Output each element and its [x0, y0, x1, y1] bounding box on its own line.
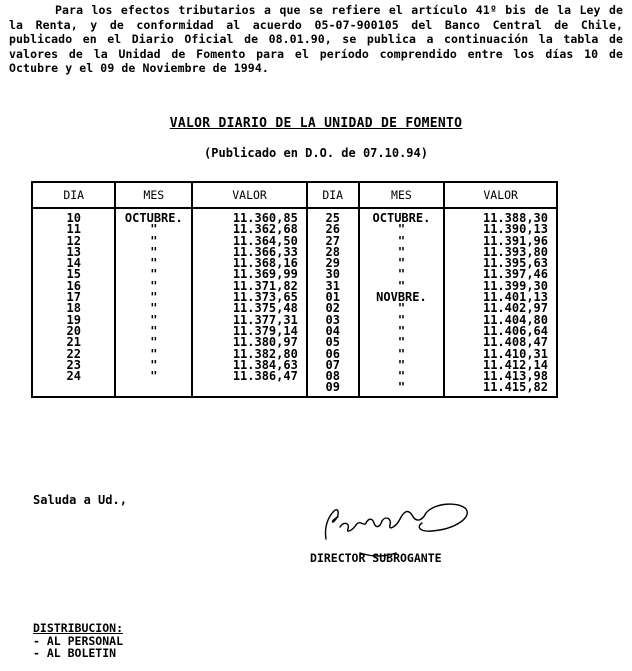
- cell-valor: 11.393,80: [444, 247, 557, 258]
- cell-mes: NOVBRE.: [359, 292, 445, 303]
- cell-mes: ": [115, 247, 192, 258]
- cell-valor: 11.384,63: [192, 360, 307, 371]
- table-row: [32, 371, 557, 382]
- cell-mes: ": [359, 337, 445, 348]
- cell-valor: 11.373,65: [192, 292, 307, 303]
- cell-mes: ": [359, 315, 445, 326]
- cell-dia: 03: [307, 315, 359, 326]
- cell-mes: ": [359, 258, 445, 269]
- cell-valor: 11.413,98: [444, 371, 557, 382]
- cell-dia: 14: [32, 258, 115, 269]
- cell-dia: 09: [307, 382, 359, 396]
- cell-mes: ": [115, 337, 192, 348]
- cell-dia: 12: [32, 236, 115, 247]
- cell-valor: 11.401,13: [444, 292, 557, 303]
- cell-mes: ": [359, 349, 445, 360]
- cell-valor: 11.412,14: [444, 360, 557, 371]
- cell-valor: 11.402,97: [444, 303, 557, 314]
- cell-dia: 26: [307, 224, 359, 235]
- cell-dia: [32, 382, 115, 396]
- cell-mes: ": [359, 303, 445, 314]
- cell-valor: 11.377,31: [192, 315, 307, 326]
- table-row: [32, 382, 557, 396]
- cell-dia: 25: [307, 208, 359, 224]
- cell-dia: 17: [32, 292, 115, 303]
- header-dia: DIA: [32, 182, 115, 208]
- header-mes: MES: [359, 182, 445, 208]
- cell-mes: ": [115, 258, 192, 269]
- cell-mes: [115, 382, 192, 396]
- cell-valor: 11.399,30: [444, 281, 557, 292]
- cell-valor: 11.395,63: [444, 258, 557, 269]
- cell-dia: 06: [307, 349, 359, 360]
- cell-valor: 11.408,47: [444, 337, 557, 348]
- cell-valor: 11.369,99: [192, 269, 307, 280]
- cell-mes: OCTUBRE.: [115, 208, 192, 224]
- cell-mes: ": [115, 236, 192, 247]
- cell-dia: 16: [32, 281, 115, 292]
- table-body: [32, 208, 557, 397]
- cell-valor: 11.364,50: [192, 236, 307, 247]
- cell-mes: ": [359, 382, 445, 396]
- cell-dia: 27: [307, 236, 359, 247]
- cell-mes: ": [115, 349, 192, 360]
- cell-dia: 10: [32, 208, 115, 224]
- distribution-block: [33, 622, 123, 660]
- cell-dia: 01: [307, 292, 359, 303]
- cell-mes: ": [115, 269, 192, 280]
- cell-valor: 11.388,30: [444, 208, 557, 224]
- cell-valor: 11.366,33: [192, 247, 307, 258]
- cell-valor: 11.382,80: [192, 349, 307, 360]
- cell-mes: ": [115, 371, 192, 382]
- cell-valor: 11.368,16: [192, 258, 307, 269]
- cell-dia: 19: [32, 315, 115, 326]
- signer-title: DIRECTOR SUBROGANTE: [310, 551, 442, 565]
- cell-dia: 11: [32, 224, 115, 235]
- cell-dia: 30: [307, 269, 359, 280]
- cell-dia: 28: [307, 247, 359, 258]
- cell-dia: 18: [32, 303, 115, 314]
- header-dia: DIA: [307, 182, 359, 208]
- cell-valor: 11.410,31: [444, 349, 557, 360]
- cell-dia: 31: [307, 281, 359, 292]
- table-header-row: [32, 182, 557, 208]
- cell-mes: ": [359, 247, 445, 258]
- cell-mes: OCTUBRE.: [359, 208, 445, 224]
- cell-valor: 11.362,68: [192, 224, 307, 235]
- closing-salutation: Saluda a Ud.,: [33, 493, 127, 507]
- cell-dia: 05: [307, 337, 359, 348]
- cell-valor: 11.380,97: [192, 337, 307, 348]
- cell-dia: 23: [32, 360, 115, 371]
- cell-dia: 07: [307, 360, 359, 371]
- cell-valor: 11.371,82: [192, 281, 307, 292]
- cell-dia: 22: [32, 349, 115, 360]
- cell-mes: ": [359, 371, 445, 382]
- cell-mes: ": [359, 281, 445, 292]
- header-valor: VALOR: [192, 182, 307, 208]
- cell-mes: ": [115, 326, 192, 337]
- cell-dia: 24: [32, 371, 115, 382]
- cell-dia: 21: [32, 337, 115, 348]
- cell-valor: 11.390,13: [444, 224, 557, 235]
- header-mes: MES: [115, 182, 192, 208]
- uf-values-table: [31, 181, 558, 398]
- cell-mes: ": [115, 281, 192, 292]
- cell-valor: 11.375,48: [192, 303, 307, 314]
- document-subtitle: (Publicado en D.O. de 07.10.94): [204, 146, 428, 160]
- cell-mes: ": [115, 292, 192, 303]
- cell-valor: 11.379,14: [192, 326, 307, 337]
- cell-mes: ": [359, 326, 445, 337]
- cell-dia: 08: [307, 371, 359, 382]
- cell-mes: ": [115, 315, 192, 326]
- cell-mes: ": [115, 224, 192, 235]
- cell-valor: 11.404,80: [444, 315, 557, 326]
- distribution-heading: DISTRIBUCION:: [33, 621, 124, 635]
- distribution-item: - AL BOLETIN: [33, 646, 117, 660]
- cell-dia: 02: [307, 303, 359, 314]
- cell-valor: [192, 382, 307, 396]
- cell-dia: 20: [32, 326, 115, 337]
- header-valor: VALOR: [444, 182, 557, 208]
- cell-valor: 11.360,85: [192, 208, 307, 224]
- document-title: VALOR DIARIO DE LA UNIDAD DE FOMENTO: [169, 116, 463, 131]
- cell-mes: ": [115, 303, 192, 314]
- cell-mes: ": [359, 224, 445, 235]
- cell-mes: ": [115, 360, 192, 371]
- cell-valor: 11.415,82: [444, 382, 557, 396]
- cell-dia: 15: [32, 269, 115, 280]
- cell-dia: 29: [307, 258, 359, 269]
- distribution-item: - AL PERSONAL: [33, 633, 124, 648]
- intro-paragraph: Para los efectos tributarios a que se refiere el artículo 41º bis de la Ley de la Renta, y de conformidad al acuerdo 05-07-900105 del Banco Central de Chile, publicado en el Diario Oficial de 08.01.90, se publica a continuación la tabla de valores de la Unidad de Fomento para el período comprendido entre los días 10 de Octubre y el 09 de Noviembre de 1994.: [9, 3, 623, 75]
- cell-mes: ": [359, 269, 445, 280]
- cell-dia: 13: [32, 247, 115, 258]
- cell-valor: 11.397,46: [444, 269, 557, 280]
- cell-dia: 04: [307, 326, 359, 337]
- cell-mes: ": [359, 360, 445, 371]
- cell-valor: 11.406,64: [444, 326, 557, 337]
- cell-valor: 11.386,47: [192, 371, 307, 382]
- cell-mes: ": [359, 236, 445, 247]
- cell-valor: 11.391,96: [444, 236, 557, 247]
